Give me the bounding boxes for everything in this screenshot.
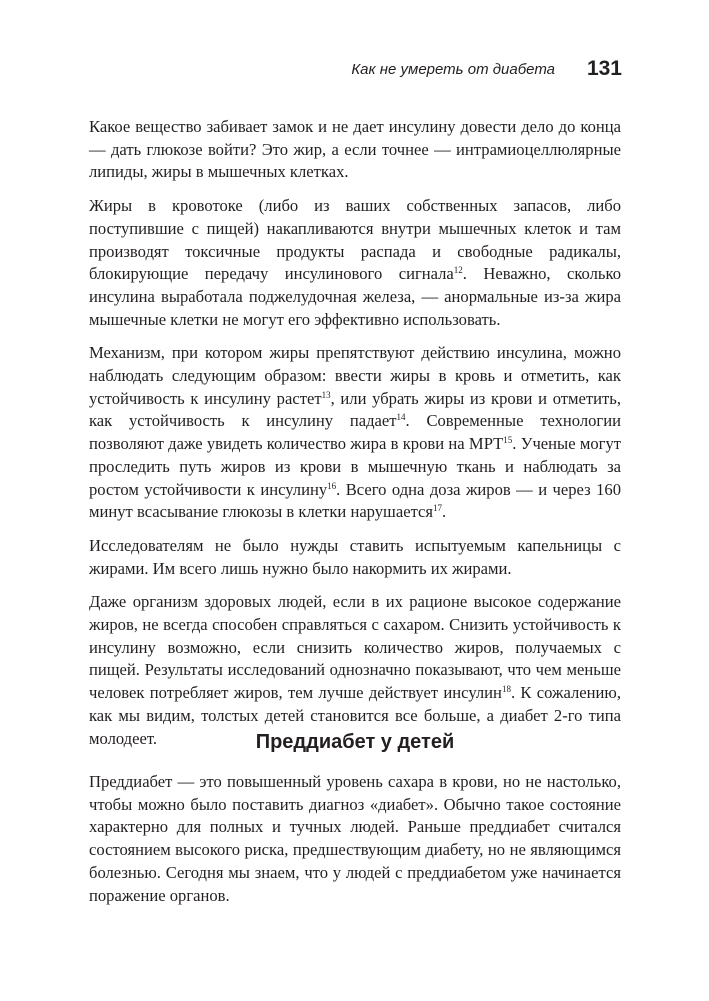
paragraph-3-text-3: . Современные технологии позволяют даже увидеть количество жира в крови на МРТ xyxy=(89,411,621,454)
footnote-ref-14: 14 xyxy=(396,412,406,423)
paragraph-3-text-4: . Ученые могут проследить путь жиров из крови в мышечную ткань и наблюдать за ростом устойчивости к инсулину xyxy=(89,434,622,499)
paragraph-3-text-2: , или убрать жиры из крови и отметить, как устойчивость к инсулину падает xyxy=(89,388,621,431)
section-paragraph: Преддиабет — это повышенный уровень сахара в крови, но не настолько, чтобы можно было поставить диагноз «диабет». Обычно такое состояние характерно для полных и тучных людей. Раньше преддиабет считался состоянием высокого риска, предшествующим диабету, но не являющимся болезнью. Сегодня мы знаем, что у людей с преддиабетом уже начинается поражение органов. xyxy=(89,772,621,905)
page-number: 131 xyxy=(586,57,622,80)
section-heading: Преддиабет у детей xyxy=(255,731,455,753)
paragraph-1: Какое вещество забивает замок и не дает инсулину довести дело до конца — дать глюкозе войти? Это жир, а если точнее — интрамиоцеллюлярные липиды, жиры в мышечных клетках. xyxy=(89,117,621,182)
paragraph-5-text-1: Даже организм здоровых людей, если в их рационе высокое содержание жиров, не всегда способен справляться с сахаром. Снизить устойчивость к инсулину возможно, если снизить количество жиров, получаемых с пищей. Результаты исследований однозначно показывают, что чем меньше человек потребляет жиров, тем лучше действует инсулин xyxy=(89,592,621,703)
footnote-ref-18: 18 xyxy=(501,684,511,695)
paragraph-5 xyxy=(89,591,621,750)
running-header xyxy=(90,56,622,86)
section-body xyxy=(89,771,621,907)
paragraph-4: Исследователям не было нужды ставить испытуемым капельницы с жирами. Им всего лишь нужно было накормить их жирами. xyxy=(89,535,621,578)
paragraph-3-text-5: . Всего одна доза жиров — и через 160 минут всасывание глюкозы в клетки нарушается xyxy=(89,479,621,522)
paragraph-2-text-a: Жиры в кровотоке (либо из ваших собственных запасов, либо поступившие с пищей) накапливаются внутри мышечных клеток и там производят токсичные продукты распада и свободные радикалы, блокирующие передачу инсулинового сигнала xyxy=(89,196,621,284)
paragraph-2 xyxy=(89,195,621,331)
footnote-ref-13: 13 xyxy=(321,389,331,400)
footnote-ref-16: 16 xyxy=(327,480,337,491)
paragraph-5-text-2: . К сожалению, как мы видим, толстых детей становится все больше, а диабет 2-го типа молодеет. xyxy=(89,683,621,748)
paragraph-2-text-b: . Неважно, сколько инсулина выработала поджелудочная железа, — анормальные из-за жира мышечные клетки не могут его эффективно использовать. xyxy=(89,264,622,329)
paragraph-3 xyxy=(89,342,621,524)
paragraph-3-text-1: Механизм, при котором жиры препятствуют действию инсулина, можно наблюдать следующим образом: ввести жиры в кровь и отметить, как устойчивость к инсулину растет xyxy=(89,343,621,408)
body-text xyxy=(89,116,621,761)
paragraph-3-text-6: . xyxy=(442,502,447,522)
footnote-ref-12: 12 xyxy=(453,265,463,276)
footnote-ref-17: 17 xyxy=(433,503,443,514)
footnote-ref-15: 15 xyxy=(503,435,513,446)
running-header-title: Как не умереть от диабета xyxy=(351,61,555,78)
